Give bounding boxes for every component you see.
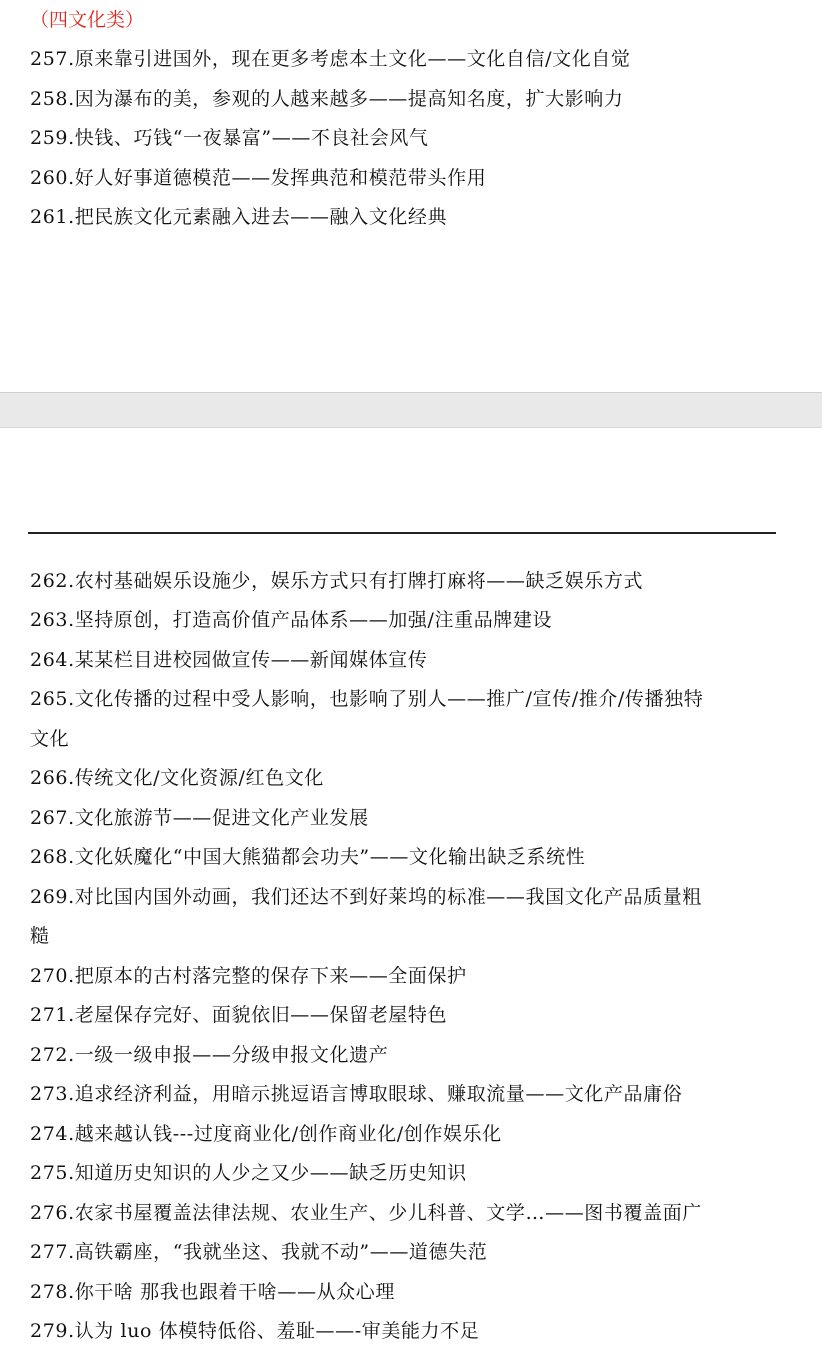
list-item: 260.好人好事道德模范——发挥典范和模范带头作用 bbox=[30, 167, 487, 189]
list-item-continuation: 文化 bbox=[30, 728, 70, 750]
list-item: 276.农家书屋覆盖法律法规、农业生产、少儿科普、文学…——图书覆盖面广 bbox=[30, 1202, 702, 1224]
list-item: 272.一级一级申报——分级申报文化遗产 bbox=[30, 1044, 389, 1066]
list-item: 258.因为瀑布的美，参观的人越来越多——提高知名度，扩大影响力 bbox=[30, 88, 624, 110]
list-item: 270.把原本的古村落完整的保存下来——全面保护 bbox=[30, 965, 467, 987]
list-item: 263.坚持原创，打造高价值产品体系——加强/注重品牌建设 bbox=[30, 609, 553, 631]
list-item: 269.对比国内国外动画，我们还达不到好莱坞的标准——我国文化产品质量粗 bbox=[30, 886, 702, 908]
list-item: 271.老屋保存完好、面貌依旧——保留老屋特色 bbox=[30, 1004, 448, 1026]
list-item: 279.认为 luo 体模特低俗、羞耻——-审美能力不足 bbox=[30, 1320, 480, 1342]
list-item: 278.你干啥 那我也跟着干啥——从众心理 bbox=[30, 1281, 395, 1303]
list-item: 273.追求经济利益，用暗示挑逗语言博取眼球、赚取流量——文化产品庸俗 bbox=[30, 1083, 683, 1105]
document-page-top bbox=[0, 0, 822, 392]
list-item: 265.文化传播的过程中受人影响，也影响了别人——推广/宣传/推介/传播独特 bbox=[30, 688, 704, 710]
list-item: 262.农村基础娱乐设施少，娱乐方式只有打牌打麻将——缺乏娱乐方式 bbox=[30, 570, 644, 592]
list-item: 261.把民族文化元素融入进去——融入文化经典 bbox=[30, 206, 448, 228]
list-item: 268.文化妖魔化“中国大熊猫都会功夫”——文化输出缺乏系统性 bbox=[30, 846, 586, 868]
horizontal-rule bbox=[28, 532, 776, 534]
list-item: 264.某某栏目进校园做宣传——新闻媒体宣传 bbox=[30, 649, 428, 671]
section-heading: （四文化类） bbox=[30, 9, 145, 31]
list-item: 274.越来越认钱---过度商业化/创作商业化/创作娱乐化 bbox=[30, 1123, 502, 1145]
list-item: 266.传统文化/文化资源/红色文化 bbox=[30, 767, 324, 789]
document-page-bottom bbox=[0, 428, 822, 1356]
list-item: 259.快钱、巧钱“一夜暴富”——不良社会风气 bbox=[30, 127, 429, 149]
list-item: 257.原来靠引进国外，现在更多考虑本土文化——文化自信/文化自觉 bbox=[30, 48, 631, 70]
list-item: 267.文化旅游节——促进文化产业发展 bbox=[30, 807, 369, 829]
list-item: 275.知道历史知识的人少之又少——缺乏历史知识 bbox=[30, 1162, 467, 1184]
list-item-continuation: 糙 bbox=[30, 925, 50, 947]
page-separator bbox=[0, 392, 822, 428]
list-item: 277.高铁霸座，“我就坐这、我就不动”——道德失范 bbox=[30, 1241, 488, 1263]
